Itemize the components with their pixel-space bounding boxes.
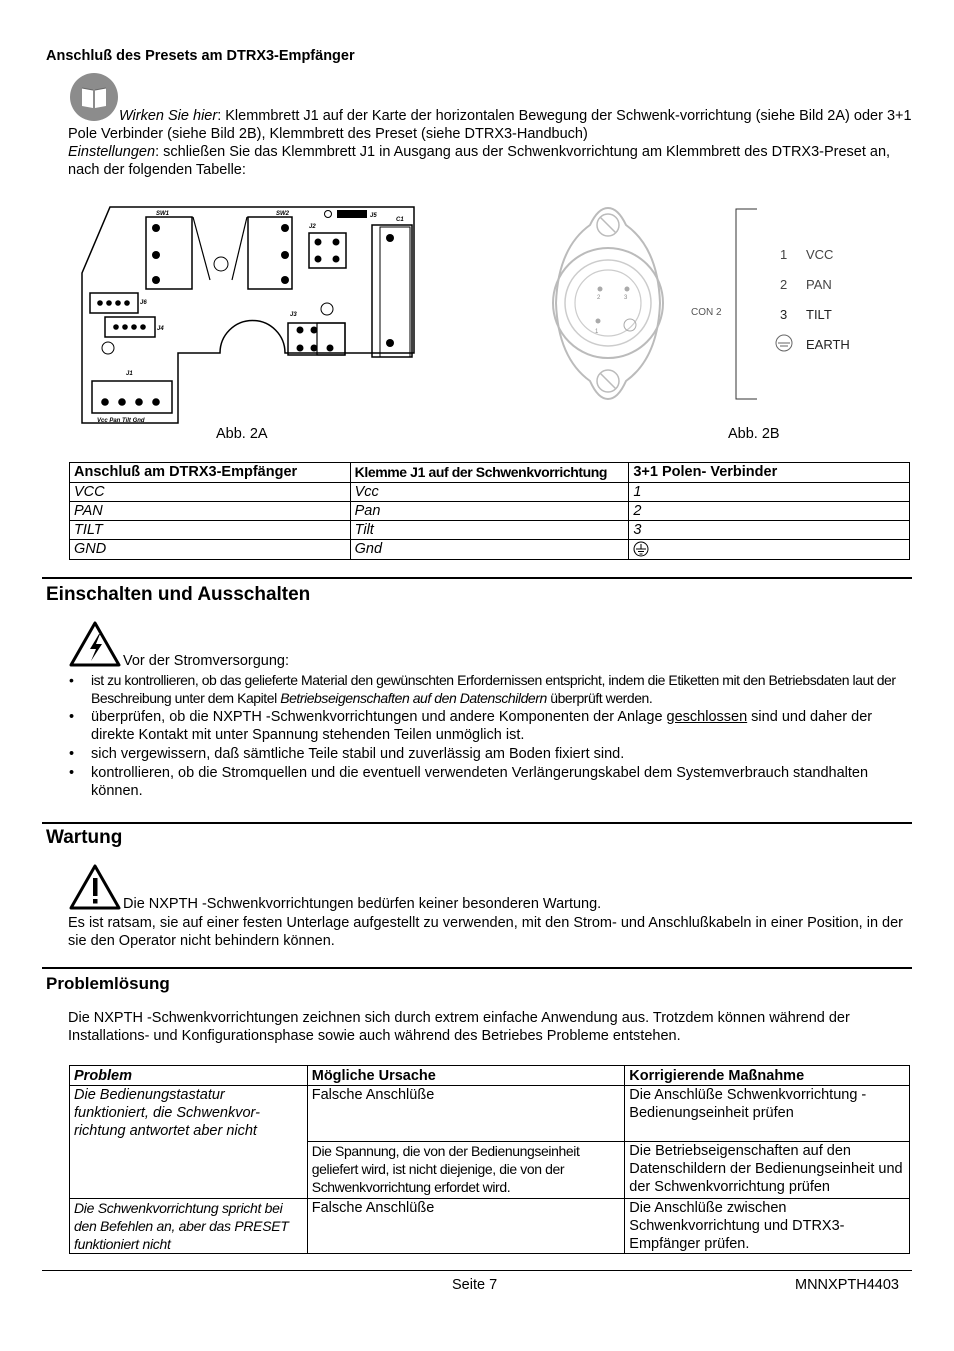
label-j2: J2	[309, 224, 316, 230]
tilt-label: TILT	[806, 307, 832, 322]
table-cell: Falsche Anschlüße	[307, 1199, 625, 1254]
table-cell	[629, 540, 910, 560]
num-1: 1	[780, 247, 788, 262]
bullet-text: kontrollieren, ob die Stromquellen und die eventuell verwendeten Verlängerungskabel dem Systemverbrauch standhalten können.	[91, 765, 869, 799]
page-number: Seite 7	[452, 1277, 498, 1293]
preset-see-paragraph	[68, 107, 913, 179]
table-cell: TILT	[70, 521, 351, 540]
list-item: • ist zu kontrollieren, ob das gelieferte Material den gewünschten Erfordernissen entspricht, indem die Etiketten mit den Betriebsdaten laut der Beschreibung unter dem Kapitel Betriebseigenschaften auf den Datenschildern überprüft werden.	[69, 672, 896, 706]
table-cell: GND	[70, 540, 351, 560]
num-3: 3	[780, 307, 788, 322]
table-cell: 1	[629, 483, 910, 502]
settings-text: : schließen Sie das Klemmbrett J1 in Ausgang aus der Schwenkvorrichtung am Klemmbrett des DTRX3-Preset an, nach der folgenden Tabelle:	[68, 144, 891, 178]
bullet-text: ist zu kontrollieren, ob das gelieferte Material den gewünschten Erfordernissen entspricht, indem die Etiketten mit den Betriebsdaten laut der Beschreibung unter dem Kapitel	[91, 672, 896, 706]
table-cell: 2	[629, 502, 910, 521]
trouble-intro: Die NXPTH -Schwenkvorrichtungen zeichnen sich durch extrem einfache Anwendung aus. Trotzdem können während der Installations- und Konfigurationsphase sowie auch während des Betriebes Probleme entstehen.	[68, 1010, 850, 1044]
label-sw2: SW2	[276, 211, 290, 217]
bullet-text: überprüfen, ob die NXPTH -Schwenkvorrichtungen und andere Komponenten der Anlage	[91, 709, 667, 725]
fig-a-caption: Abb. 2A	[216, 426, 268, 442]
list-item: • kontrollieren, ob die Stromquellen und die eventuell verwendeten Verlängerungskabel dem Systemverbrauch standhalten können.	[69, 765, 869, 799]
bullet-underline: geschlossen	[666, 709, 748, 725]
power-checklist	[46, 671, 912, 801]
table-row	[70, 540, 910, 560]
table-header: Mögliche Ursache	[307, 1066, 625, 1086]
table-header-row	[70, 1066, 910, 1086]
table-cell: VCC	[70, 483, 351, 502]
earth-ground-icon	[633, 541, 649, 557]
pin-3-label: 3	[624, 295, 628, 301]
maintenance-heading: Wartung	[46, 827, 123, 848]
table-cell: PAN	[70, 502, 351, 521]
bullet-emphasis: Betriebseigenschaften auf den Datenschildern	[280, 690, 547, 706]
table-header: Anschluß am DTRX3-Empfänger	[70, 463, 351, 483]
settings-label: Einstellungen	[68, 144, 156, 160]
pin-1-label: 1	[595, 329, 599, 335]
label-sw1: SW1	[156, 211, 170, 217]
label-j6: J6	[140, 300, 147, 306]
table-row	[70, 1086, 910, 1142]
bullet-text: sind und daher der direkte Kontakt mit unter Spannung stehenden Teilen unmöglich ist.	[91, 709, 873, 743]
table-cell: Die Anschlüße Schwenkvorrichtung - Bedienungseinheit prüfen	[625, 1086, 910, 1142]
label-j5: J5	[370, 213, 377, 219]
power-intro: Vor der Stromversorgung:	[123, 653, 290, 669]
list-item: • überprüfen, ob die NXPTH -Schwenkvorrichtungen und andere Komponenten der Anlage geschlossen sind und daher der direkte Kontakt mit unter Spannung stehenden Teilen unmöglich ist.	[69, 709, 873, 743]
num-2: 2	[780, 277, 788, 292]
table-header: Klemme J1 auf der Schwenkvorrichtung	[350, 463, 629, 483]
table-row	[70, 1199, 910, 1254]
table-cell: Vcc	[350, 483, 629, 502]
table-cell: Die Betriebseigenschaften auf den Datenschildern der Bedienungseinheit und der Schwenkvorrichtung prüfen	[625, 1142, 910, 1199]
warning-icon	[69, 863, 121, 911]
figure-2b-connector	[538, 203, 868, 408]
trouble-heading: Problemlösung	[46, 974, 170, 993]
maintenance-line2: Es ist ratsam, sie auf einer festen Unterlage aufgestellt zu verwenden, mit den Strom- und Anschlußkabeln in einer Position, in der sie den Operator nicht behindern können.	[68, 915, 903, 949]
vcc-label: VCC	[806, 247, 834, 262]
document-code: MNNXPTH4403	[795, 1277, 899, 1293]
table-header: 3+1 Polen- Verbinder	[629, 463, 910, 483]
table-row	[70, 483, 910, 502]
table-header-row	[70, 463, 910, 483]
connection-table	[69, 462, 910, 560]
label-j1: J1	[126, 371, 133, 377]
figure-2a-pcb	[80, 203, 425, 428]
bullet-text: überprüft werden.	[546, 690, 653, 706]
table-cell: Tilt	[350, 521, 629, 540]
earth-label: EARTH	[806, 337, 850, 352]
table-cell: Die Spannung, die von der Bedienungseinheit geliefert wird, ist nicht diejenige, die von der Schwenkvorrichtung erfordet wird.	[307, 1142, 625, 1199]
section-divider	[42, 822, 912, 824]
table-header: Korrigierende Maßnahme	[625, 1066, 910, 1086]
table-cell: Die Bedienungstastatur funktioniert, die Schwenkvor-richtung antwortet aber nicht	[70, 1086, 308, 1199]
con2-label: CON 2	[691, 307, 722, 318]
table-cell: Gnd	[350, 540, 629, 560]
table-header: Problem	[70, 1066, 308, 1086]
list-item: • sich vergewissern, daß sämtliche Teile stabil und zuverlässig am Boden fixiert sind.	[69, 746, 625, 762]
table-row	[70, 521, 910, 540]
fig-b-caption: Abb. 2B	[728, 426, 780, 442]
label-j4: J4	[157, 326, 164, 332]
table-cell: 3	[629, 521, 910, 540]
footer-divider	[42, 1270, 912, 1271]
table-cell: Die Anschlüße zwischen Schwenkvorrichtung und DTRX3-Empfänger prüfen.	[625, 1199, 910, 1254]
label-c1: C1	[396, 217, 404, 223]
label-j1-pins: Vcc Pan Tilt Gnd	[97, 418, 145, 424]
maintenance-line1: Die NXPTH -Schwenkvorrichtungen bedürfen keiner besonderen Wartung.	[123, 896, 602, 912]
pin-2-label: 2	[597, 295, 601, 301]
pan-label: PAN	[806, 277, 832, 292]
see-text: : Klemmbrett J1 auf der Karte der horizontalen Bewegung der Schwenk-vorrichtung (siehe Bild 2A) oder 3+1 Pole Verbinder (siehe Bild 2B), Klemmbrett des Preset (siehe DTRX3-Handbuch)	[68, 108, 912, 142]
label-j3: J3	[290, 312, 297, 318]
trouble-table	[69, 1065, 910, 1254]
see-label: Wirken Sie hier	[119, 108, 218, 124]
section-divider	[42, 577, 912, 579]
electric-warning-icon	[69, 620, 121, 668]
table-row	[70, 502, 910, 521]
table-cell: Die Schwenkvorrichtung spricht bei den Befehlen an, aber das PRESET funktioniert nicht	[70, 1199, 308, 1254]
section-divider	[42, 967, 912, 969]
power-heading: Einschalten und Ausschalten	[46, 584, 311, 605]
preset-heading: Anschluß des Presets am DTRX3-Empfänger	[46, 48, 355, 64]
bullet-text: sich vergewissern, daß sämtliche Teile stabil und zuverlässig am Boden fixiert sind.	[91, 746, 625, 762]
table-cell: Falsche Anschlüße	[307, 1086, 625, 1142]
table-cell: Pan	[350, 502, 629, 521]
